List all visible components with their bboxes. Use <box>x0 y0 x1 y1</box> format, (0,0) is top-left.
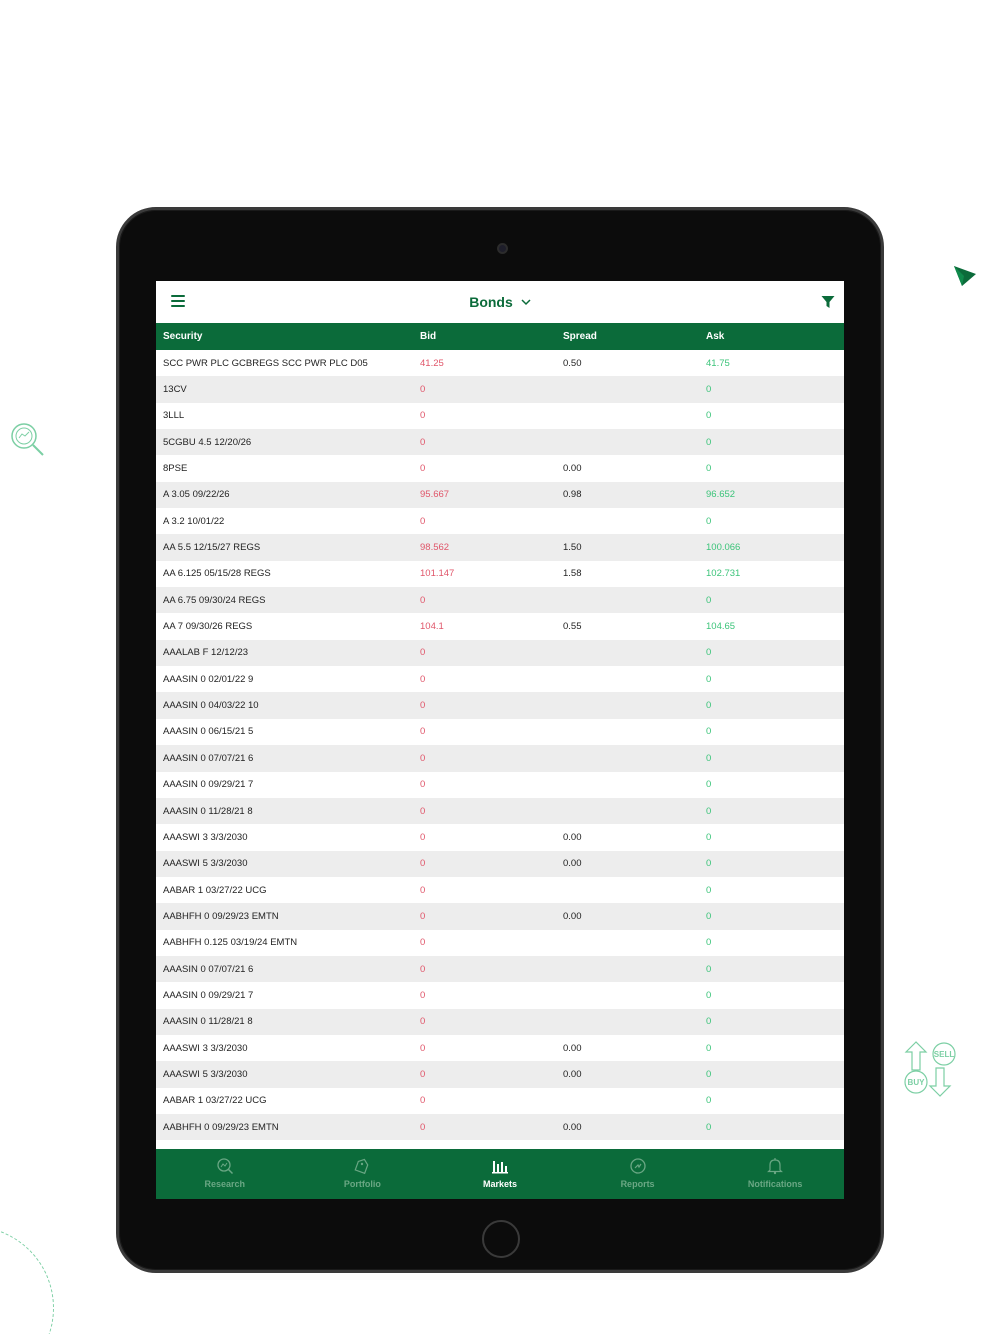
table-row[interactable] <box>156 587 844 613</box>
filter-icon[interactable] <box>821 295 835 309</box>
security-cell: AAASWI 3 3/3/2030 <box>163 1042 248 1054</box>
table-row[interactable] <box>156 719 844 745</box>
bid-cell: 104.1 <box>420 621 444 633</box>
ask-cell: 0 <box>706 463 712 475</box>
spread-cell: 1.50 <box>563 542 582 554</box>
front-camera <box>497 243 508 254</box>
security-cell: AAASWI 5 3/3/2030 <box>163 1068 248 1080</box>
table-row[interactable] <box>156 1088 844 1114</box>
buy-text: BUY <box>907 1078 925 1087</box>
bid-cell: 0 <box>420 384 426 396</box>
column-header-security[interactable]: Security <box>163 331 203 342</box>
chevron-down-icon <box>521 299 531 306</box>
table-row[interactable] <box>156 824 844 850</box>
ask-cell: 0 <box>706 1121 712 1133</box>
security-cell: AA 5.5 12/15/27 REGS <box>163 542 261 554</box>
security-cell: AAASIN 0 09/29/21 7 <box>163 779 254 791</box>
bid-cell: 0 <box>420 1016 426 1028</box>
security-cell: AAASIN 0 07/07/21 6 <box>163 963 254 975</box>
ask-cell: 0 <box>706 384 712 396</box>
table-row[interactable] <box>156 877 844 903</box>
spread-cell: 0.00 <box>563 831 582 843</box>
bid-cell: 0 <box>420 673 426 685</box>
security-cell: AAASIN 0 06/15/21 5 <box>163 726 254 738</box>
table-row[interactable] <box>156 982 844 1008</box>
nav-item-reports[interactable] <box>569 1149 707 1199</box>
bid-cell: 0 <box>420 858 426 870</box>
ask-cell: 0 <box>706 858 712 870</box>
table-row[interactable] <box>156 350 844 376</box>
spread-cell: 1.58 <box>563 568 582 580</box>
table-row[interactable] <box>156 903 844 929</box>
magnifier-chart-icon <box>8 420 48 460</box>
security-cell: A 3.2 10/01/22 <box>163 515 225 527</box>
bonds-table <box>156 350 844 1140</box>
tablet-device <box>116 207 884 1273</box>
nav-label: Reports <box>620 1179 655 1189</box>
spread-cell: 0.00 <box>563 910 582 922</box>
bottom-navigation <box>156 1149 844 1199</box>
table-header <box>156 323 844 350</box>
security-cell: 8PSE <box>163 463 188 475</box>
security-cell: A 3.05 09/22/26 <box>163 489 230 501</box>
bid-cell: 0 <box>420 910 426 922</box>
ask-cell: 0 <box>706 1016 712 1028</box>
hamburger-menu-icon[interactable] <box>171 295 185 307</box>
bid-cell: 0 <box>420 647 426 659</box>
nav-label: Notifications <box>747 1179 803 1189</box>
bid-cell: 0 <box>420 989 426 1001</box>
security-cell: AAASWI 3 3/3/2030 <box>163 831 248 843</box>
dashed-circle-decoration <box>0 1226 54 1334</box>
nav-item-research[interactable] <box>156 1149 294 1199</box>
send-icon <box>952 264 978 288</box>
table-row[interactable] <box>156 455 844 481</box>
security-cell: AABAR 1 03/27/22 UCG <box>163 884 267 896</box>
bid-cell: 0 <box>420 752 426 764</box>
research-icon <box>216 1157 234 1175</box>
ask-cell: 0 <box>706 963 712 975</box>
table-row[interactable] <box>156 482 844 508</box>
home-button[interactable] <box>482 1220 520 1258</box>
buy-sell-icon <box>900 1040 960 1098</box>
security-cell: AAASIN 0 11/28/21 8 <box>163 805 253 817</box>
security-cell: 5CGBU 4.5 12/20/26 <box>163 436 252 448</box>
table-row[interactable] <box>156 666 844 692</box>
table-row[interactable] <box>156 798 844 824</box>
spread-cell: 0.00 <box>563 1042 582 1054</box>
spread-cell: 0.00 <box>563 463 582 475</box>
bid-cell: 0 <box>420 884 426 896</box>
ask-cell: 104.65 <box>706 621 736 633</box>
security-cell: AABHFH 0 09/29/23 EMTN <box>163 910 279 922</box>
table-row[interactable] <box>156 745 844 771</box>
bid-cell: 95.667 <box>420 489 450 501</box>
security-cell: AAASWI 5 3/3/2030 <box>163 858 248 870</box>
page-title: Bonds <box>469 294 513 310</box>
ask-cell: 41.75 <box>706 357 730 369</box>
spread-cell: 0.00 <box>563 858 582 870</box>
portfolio-icon <box>353 1157 371 1175</box>
ask-cell: 0 <box>706 436 712 448</box>
column-header-spread[interactable]: Spread <box>563 331 597 342</box>
ask-cell: 0 <box>706 752 712 764</box>
spread-cell: 0.50 <box>563 357 582 369</box>
ask-cell: 0 <box>706 989 712 1001</box>
nav-label: Markets <box>482 1179 517 1189</box>
table-row[interactable] <box>156 561 844 587</box>
spread-cell: 0.00 <box>563 1068 582 1080</box>
table-row[interactable] <box>156 930 844 956</box>
ask-cell: 0 <box>706 1068 712 1080</box>
bid-cell: 0 <box>420 436 426 448</box>
spread-cell: 0.98 <box>563 489 582 501</box>
notifications-icon <box>766 1157 784 1175</box>
bid-cell: 0 <box>420 805 426 817</box>
security-cell: AAASIN 0 09/29/21 7 <box>163 989 254 1001</box>
bid-cell: 0 <box>420 937 426 949</box>
security-cell: AA 6.125 05/15/28 REGS <box>163 568 271 580</box>
security-cell: AAASIN 0 07/07/21 6 <box>163 752 254 764</box>
spread-cell: 0.55 <box>563 621 582 633</box>
security-cell: AAASIN 0 11/28/21 8 <box>163 1016 253 1028</box>
ask-cell: 0 <box>706 779 712 791</box>
bid-cell: 0 <box>420 831 426 843</box>
ask-cell: 0 <box>706 726 712 738</box>
bid-cell: 0 <box>420 1068 426 1080</box>
markets-icon <box>491 1157 509 1175</box>
bid-cell: 0 <box>420 779 426 791</box>
table-row[interactable] <box>156 1009 844 1035</box>
nav-label: Portfolio <box>343 1179 381 1189</box>
reports-icon <box>629 1157 647 1175</box>
table-row[interactable] <box>156 429 844 455</box>
bid-cell: 0 <box>420 963 426 975</box>
ask-cell: 96.652 <box>706 489 736 501</box>
table-row[interactable] <box>156 772 844 798</box>
ask-cell: 0 <box>706 884 712 896</box>
ask-cell: 100.066 <box>706 542 741 554</box>
bid-cell: 0 <box>420 463 426 475</box>
ask-cell: 0 <box>706 594 712 606</box>
table-row[interactable] <box>156 692 844 718</box>
security-cell: 13CV <box>163 384 187 396</box>
bid-cell: 0 <box>420 700 426 712</box>
bid-cell: 0 <box>420 410 426 422</box>
table-row[interactable] <box>156 1035 844 1061</box>
ask-cell: 0 <box>706 831 712 843</box>
bid-cell: 0 <box>420 594 426 606</box>
column-header-ask[interactable]: Ask <box>706 331 725 342</box>
table-row[interactable] <box>156 851 844 877</box>
bid-cell: 41.25 <box>420 357 444 369</box>
bid-cell: 98.562 <box>420 542 450 554</box>
security-cell: AABAR 1 03/27/22 UCG <box>163 1095 267 1107</box>
table-row[interactable] <box>156 376 844 402</box>
spread-cell: 0.00 <box>563 1121 582 1133</box>
ask-cell: 0 <box>706 805 712 817</box>
security-cell: AAASIN 0 02/01/22 9 <box>163 673 254 685</box>
security-cell: AABHFH 0.125 03/19/24 EMTN <box>163 937 298 949</box>
ask-cell: 0 <box>706 410 712 422</box>
ask-cell: 0 <box>706 910 712 922</box>
security-cell: AAASIN 0 04/03/22 10 <box>163 700 259 712</box>
ask-cell: 0 <box>706 1095 712 1107</box>
security-cell: AAALAB F 12/12/23 <box>163 647 249 659</box>
ask-cell: 0 <box>706 673 712 685</box>
security-cell: AA 6.75 09/30/24 REGS <box>163 594 266 606</box>
security-cell: AA 7 09/30/26 REGS <box>163 621 253 633</box>
security-cell: SCC PWR PLC GCBREGS SCC PWR PLC D05 <box>163 357 368 369</box>
market-selector[interactable] <box>469 294 531 310</box>
bid-cell: 101.147 <box>420 568 455 580</box>
bid-cell: 0 <box>420 1121 426 1133</box>
table-row[interactable] <box>156 403 844 429</box>
table-row[interactable] <box>156 613 844 639</box>
nav-item-markets[interactable] <box>431 1149 569 1199</box>
security-cell: AABHFH 0 09/29/23 EMTN <box>163 1121 279 1133</box>
table-row[interactable] <box>156 956 844 982</box>
ask-cell: 102.731 <box>706 568 741 580</box>
app-screen <box>156 281 844 1199</box>
table-row[interactable] <box>156 1114 844 1140</box>
ask-cell: 0 <box>706 515 712 527</box>
nav-item-notifications[interactable] <box>706 1149 844 1199</box>
bid-cell: 0 <box>420 726 426 738</box>
table-row[interactable] <box>156 640 844 666</box>
ask-cell: 0 <box>706 937 712 949</box>
ask-cell: 0 <box>706 1042 712 1054</box>
app-header <box>156 281 844 323</box>
nav-label: Research <box>204 1179 246 1189</box>
sell-text: SELL <box>933 1050 955 1059</box>
ask-cell: 0 <box>706 700 712 712</box>
table-row[interactable] <box>156 1061 844 1087</box>
bid-cell: 0 <box>420 1095 426 1107</box>
table-row[interactable] <box>156 508 844 534</box>
bid-cell: 0 <box>420 515 426 527</box>
nav-item-portfolio[interactable] <box>294 1149 432 1199</box>
table-row[interactable] <box>156 534 844 560</box>
bid-cell: 0 <box>420 1042 426 1054</box>
security-cell: 3LLL <box>163 410 185 422</box>
ask-cell: 0 <box>706 647 712 659</box>
column-header-bid[interactable]: Bid <box>420 331 437 342</box>
